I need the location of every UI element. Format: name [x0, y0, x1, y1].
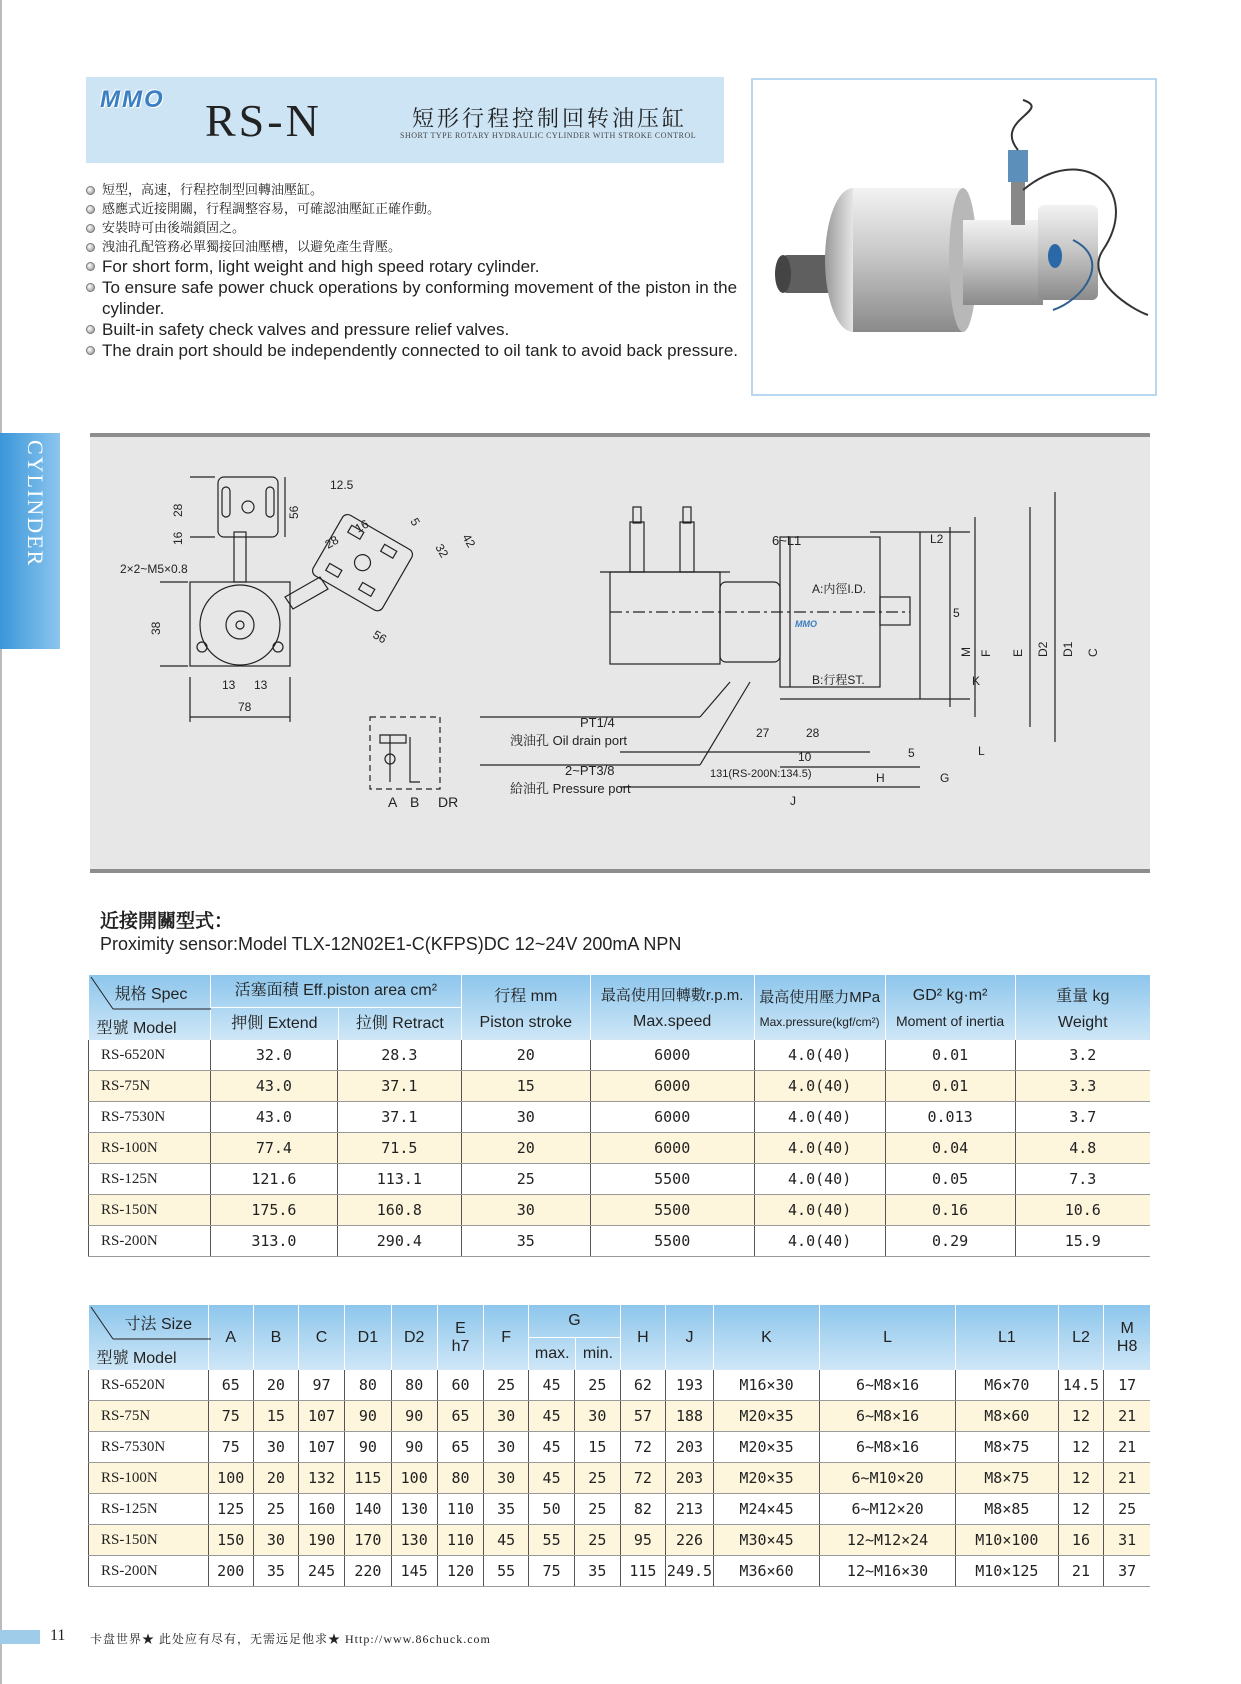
value-cell: 65	[437, 1432, 483, 1463]
value-cell: 21	[1104, 1432, 1150, 1463]
value-cell: 30	[253, 1432, 298, 1463]
value-cell: 6000	[590, 1071, 754, 1102]
value-cell: 30	[484, 1432, 529, 1463]
value-cell: 65	[437, 1401, 483, 1432]
value-cell: 12~M16×30	[820, 1556, 956, 1587]
value-cell: 160	[298, 1494, 344, 1525]
value-cell: 15	[253, 1401, 298, 1432]
value-cell: 4.0(40)	[754, 1040, 885, 1071]
value-cell: 45	[529, 1370, 575, 1401]
value-cell: M24×45	[713, 1494, 819, 1525]
value-cell: 25	[574, 1525, 620, 1556]
value-cell: 220	[345, 1556, 391, 1587]
model-cell: RS-7530N	[89, 1102, 211, 1133]
size-table-header	[89, 1305, 1151, 1370]
label-j: J	[790, 794, 796, 808]
value-cell: 213	[666, 1494, 714, 1525]
header-retract: 拉側 Retract	[355, 1015, 444, 1032]
model-title: RS-N	[205, 95, 322, 146]
value-cell: 45	[529, 1401, 575, 1432]
value-cell: 72	[620, 1432, 665, 1463]
value-cell: 6~M12×20	[820, 1494, 956, 1525]
label-pt14: PT1/4	[580, 715, 615, 730]
dim-12-5: 12.5	[330, 478, 354, 492]
model-cell: RS-6520N	[89, 1370, 209, 1401]
value-cell: 21	[1104, 1463, 1150, 1494]
value-cell: 37.1	[337, 1102, 461, 1133]
value-cell: 249.5	[666, 1556, 714, 1587]
value-cell: 55	[484, 1556, 529, 1587]
value-cell: 12	[1058, 1432, 1104, 1463]
col-k: K	[713, 1305, 819, 1370]
value-cell: 0.01	[885, 1040, 1015, 1071]
value-cell: M16×30	[713, 1370, 819, 1401]
header-gd-cn: GD² kg·m²	[912, 986, 988, 1004]
corner-model: 型號 Model	[96, 1020, 177, 1037]
dim-38: 38	[149, 621, 163, 635]
header-piston-area: 活塞面積 Eff.piston area cm²	[211, 975, 461, 1008]
dim-13b: 13	[254, 678, 268, 692]
dim-131: 131(RS-200N:134.5)	[710, 768, 812, 780]
value-cell: 0.16	[885, 1195, 1015, 1226]
value-cell: 113.1	[337, 1164, 461, 1195]
dim-42: 42	[459, 531, 479, 551]
value-cell: 6000	[590, 1102, 754, 1133]
value-cell: 107	[298, 1401, 344, 1432]
value-cell: 193	[666, 1370, 714, 1401]
model-cell: RS-7530N	[89, 1432, 209, 1463]
col-h: H	[620, 1305, 665, 1370]
value-cell: 60	[437, 1370, 483, 1401]
value-cell: 4.0(40)	[754, 1071, 885, 1102]
value-cell: 4.8	[1015, 1133, 1150, 1164]
value-cell: 132	[298, 1463, 344, 1494]
value-cell: 31	[1104, 1525, 1150, 1556]
label-d1: D1	[1061, 641, 1075, 657]
value-cell: 3.7	[1015, 1102, 1150, 1133]
value-cell: 30	[574, 1401, 620, 1432]
value-cell: 4.0(40)	[754, 1102, 885, 1133]
value-cell: 90	[391, 1401, 437, 1432]
value-cell: M6×70	[956, 1370, 1059, 1401]
product-photo	[751, 78, 1157, 396]
table-row	[89, 1226, 1151, 1257]
header-gd-en: Moment of inertia	[895, 1012, 1005, 1029]
value-cell: 160.8	[337, 1195, 461, 1226]
value-cell: 130	[391, 1525, 437, 1556]
feature-item: The drain port should be independently connected to oil tank to avoid back pressure.	[84, 340, 744, 361]
value-cell: 110	[437, 1494, 483, 1525]
label-id: A:内徑I.D.	[812, 582, 867, 596]
feature-item: To ensure safe power chuck operations by conforming movement of the piston in the cylinder.	[84, 277, 744, 319]
value-cell: 14.5	[1058, 1370, 1104, 1401]
value-cell: M8×85	[956, 1494, 1059, 1525]
value-cell: 313.0	[210, 1226, 337, 1257]
dim-28c: 28	[806, 726, 820, 740]
label-k: K	[972, 674, 981, 688]
header-stroke-en: Piston stroke	[479, 1014, 573, 1031]
col-d1: D1	[345, 1305, 391, 1370]
col-e: E h7	[437, 1305, 483, 1370]
value-cell: 6~M10×20	[820, 1463, 956, 1494]
value-cell: 72	[620, 1463, 665, 1494]
table-row	[89, 1133, 1151, 1164]
table-row	[89, 1401, 1151, 1432]
value-cell: 25	[574, 1494, 620, 1525]
col-l2: L2	[1058, 1305, 1104, 1370]
dim-5b: 5	[908, 746, 915, 760]
value-cell: 290.4	[337, 1226, 461, 1257]
col-f: F	[484, 1305, 529, 1370]
spec-table	[88, 975, 1150, 1257]
value-cell: 30	[253, 1525, 298, 1556]
dim-10: 10	[798, 750, 812, 764]
feature-item: For short form, light weight and high speed rotary cylinder.	[84, 256, 744, 277]
header-speed-en: Max.speed	[633, 1013, 712, 1030]
value-cell: 0.01	[885, 1071, 1015, 1102]
value-cell: 203	[666, 1432, 714, 1463]
value-cell: 30	[461, 1102, 590, 1133]
title-cn: 短形行程控制回转油压缸	[412, 106, 688, 131]
dim-5: 5	[407, 515, 423, 529]
corner-size: 寸法 Size	[124, 1316, 193, 1333]
value-cell: 4.0(40)	[754, 1195, 885, 1226]
table-row	[89, 1164, 1151, 1195]
value-cell: 43.0	[210, 1102, 337, 1133]
page-edge-line	[0, 0, 2, 1684]
col-g: G	[529, 1305, 620, 1338]
sensor-title-en: Proximity sensor:Model TLX-12N02E1-C(KFPS)DC 12~24V 200mA NPN	[100, 934, 682, 954]
dim-32: 32	[432, 541, 452, 561]
value-cell: 30	[484, 1463, 529, 1494]
value-cell: 10.6	[1015, 1195, 1150, 1226]
value-cell: 7.3	[1015, 1164, 1150, 1195]
brand-logo: MMO	[100, 86, 165, 113]
technical-drawing	[90, 433, 1150, 873]
model-cell: RS-150N	[89, 1195, 211, 1226]
value-cell: M20×35	[713, 1401, 819, 1432]
value-cell: 25	[574, 1370, 620, 1401]
value-cell: 140	[345, 1494, 391, 1525]
spec-table-header	[89, 975, 1151, 1040]
feature-list	[84, 180, 744, 361]
size-table	[88, 1305, 1150, 1587]
title-en: SHORT TYPE ROTARY HYDRAULIC CYLINDER WITH STROKE CONTROL	[400, 131, 697, 140]
cylinder-illustration	[753, 80, 1155, 394]
label-g: G	[940, 771, 950, 785]
value-cell: 0.05	[885, 1164, 1015, 1195]
label-f: F	[979, 649, 993, 657]
label-oil-drain: 洩油孔 Oil drain port	[510, 733, 628, 748]
col-j: J	[666, 1305, 714, 1370]
value-cell: 5500	[590, 1226, 754, 1257]
port-a: A	[388, 794, 398, 810]
value-cell: 20	[253, 1370, 298, 1401]
value-cell: M8×75	[956, 1432, 1059, 1463]
value-cell: 43.0	[210, 1071, 337, 1102]
model-cell: RS-100N	[89, 1463, 209, 1494]
value-cell: 12	[1058, 1463, 1104, 1494]
value-cell: M20×35	[713, 1463, 819, 1494]
label-6-l1: 6~L1	[772, 533, 802, 548]
label-l2: L2	[930, 532, 944, 546]
model-cell: RS-200N	[89, 1556, 209, 1587]
label-5a: 5	[953, 606, 960, 620]
value-cell: 115	[620, 1556, 665, 1587]
value-cell: 0.013	[885, 1102, 1015, 1133]
label-c: C	[1086, 648, 1100, 657]
thread-m5: 2×2~M5×0.8	[120, 562, 188, 576]
value-cell: 6000	[590, 1133, 754, 1164]
model-cell: RS-75N	[89, 1071, 211, 1102]
col-l1: L1	[956, 1305, 1059, 1370]
feature-item: 洩油孔配管務必單獨接回油壓槽，以避免產生背壓。	[84, 237, 744, 256]
value-cell: M20×35	[713, 1432, 819, 1463]
value-cell: 15.9	[1015, 1226, 1150, 1257]
value-cell: 25	[1104, 1494, 1150, 1525]
value-cell: 16	[1058, 1525, 1104, 1556]
value-cell: 120	[437, 1556, 483, 1587]
value-cell: 35	[574, 1556, 620, 1587]
header-weight-en: Weight	[1058, 1014, 1108, 1031]
feature-item: Built-in safety check valves and pressure relief valves.	[84, 319, 744, 340]
value-cell: 21	[1058, 1556, 1104, 1587]
value-cell: 15	[574, 1432, 620, 1463]
feature-item: 短型，高速，行程控制型回轉油壓缸。	[84, 180, 744, 199]
value-cell: 25	[484, 1370, 529, 1401]
footer-text: 卡盘世界★ 此处应有尽有，无需远足他求★ Http://www.86chuck.com	[90, 1632, 491, 1646]
value-cell: 25	[461, 1164, 590, 1195]
size-table-body	[89, 1370, 1151, 1587]
dim-16: 16	[171, 531, 185, 545]
col-d2: D2	[391, 1305, 437, 1370]
value-cell: 35	[253, 1556, 298, 1587]
col-g-max: max.	[529, 1338, 576, 1370]
value-cell: 90	[391, 1432, 437, 1463]
port-b: B	[410, 794, 420, 810]
table-row	[89, 1463, 1151, 1494]
value-cell: 6000	[590, 1040, 754, 1071]
table-row	[89, 1195, 1151, 1226]
value-cell: 188	[666, 1401, 714, 1432]
label-stroke: B:行程ST.	[812, 673, 865, 687]
value-cell: 71.5	[337, 1133, 461, 1164]
value-cell: 45	[529, 1463, 575, 1494]
footer-bar	[0, 1630, 40, 1644]
sensor-title-cn: 近接開關型式：	[100, 911, 234, 932]
value-cell: 175.6	[210, 1195, 337, 1226]
model-cell: RS-125N	[89, 1494, 209, 1525]
value-cell: 12	[1058, 1401, 1104, 1432]
table-row	[89, 1494, 1151, 1525]
spec-table-body	[89, 1040, 1151, 1257]
table-row	[89, 1556, 1151, 1587]
value-cell: 75	[208, 1401, 253, 1432]
model-cell: RS-125N	[89, 1164, 211, 1195]
value-cell: 35	[461, 1226, 590, 1257]
model-cell: RS-6520N	[89, 1040, 211, 1071]
value-cell: 4.0(40)	[754, 1226, 885, 1257]
header-weight-cn: 重量 kg	[1056, 988, 1110, 1005]
value-cell: 20	[461, 1133, 590, 1164]
value-cell: 25	[574, 1463, 620, 1494]
value-cell: M8×75	[956, 1463, 1059, 1494]
value-cell: 30	[461, 1195, 590, 1226]
table-row	[89, 1102, 1151, 1133]
value-cell: 0.29	[885, 1226, 1015, 1257]
model-cell: RS-100N	[89, 1133, 211, 1164]
header-pressure-en: Max.pressure(kgf/cm²)	[759, 1015, 880, 1029]
value-cell: 107	[298, 1432, 344, 1463]
label-l: L	[978, 744, 985, 758]
value-cell: 17	[1104, 1370, 1150, 1401]
value-cell: 75	[529, 1556, 575, 1587]
value-cell: 45	[529, 1432, 575, 1463]
value-cell: 57	[620, 1401, 665, 1432]
value-cell: 90	[345, 1432, 391, 1463]
value-cell: 35	[484, 1494, 529, 1525]
header-extend: 押側 Extend	[211, 1008, 339, 1040]
label-pt38: 2~PT3/8	[565, 763, 615, 778]
value-cell: 80	[345, 1370, 391, 1401]
drawing-logo: MMO	[795, 619, 817, 629]
label-d2: D2	[1036, 641, 1050, 657]
col-m: M H8	[1104, 1305, 1150, 1370]
value-cell: 50	[529, 1494, 575, 1525]
value-cell: M8×60	[956, 1401, 1059, 1432]
table-row	[89, 1370, 1151, 1401]
col-g-min: min.	[582, 1345, 614, 1362]
value-cell: 6~M8×16	[820, 1401, 956, 1432]
value-cell: 121.6	[210, 1164, 337, 1195]
label-pressure-port: 給油孔 Pressure port	[510, 781, 631, 796]
value-cell: 5500	[590, 1195, 754, 1226]
value-cell: 75	[208, 1432, 253, 1463]
value-cell: 62	[620, 1370, 665, 1401]
value-cell: 15	[461, 1071, 590, 1102]
value-cell: 30	[484, 1401, 529, 1432]
value-cell: 203	[666, 1463, 714, 1494]
value-cell: 12~M12×24	[820, 1525, 956, 1556]
side-tab-label: CYLINDER	[23, 440, 48, 568]
header-speed-cn: 最高使用回轉數r.p.m.	[600, 987, 744, 1004]
value-cell: 100	[391, 1463, 437, 1494]
model-cell: RS-150N	[89, 1525, 209, 1556]
value-cell: 28.3	[337, 1040, 461, 1071]
value-cell: 55	[529, 1525, 575, 1556]
dim-13a: 13	[222, 678, 236, 692]
value-cell: M10×125	[956, 1556, 1059, 1587]
value-cell: 90	[345, 1401, 391, 1432]
value-cell: 82	[620, 1494, 665, 1525]
value-cell: 37	[1104, 1556, 1150, 1587]
dim-78: 78	[238, 700, 252, 714]
value-cell: 110	[437, 1525, 483, 1556]
value-cell: 3.3	[1015, 1071, 1150, 1102]
model-cell: RS-75N	[89, 1401, 209, 1432]
dim-27: 27	[756, 726, 770, 740]
dim-28b: 28	[322, 532, 342, 552]
value-cell: 25	[253, 1494, 298, 1525]
dim-16b: 16	[352, 516, 372, 536]
table-row	[89, 1432, 1151, 1463]
value-cell: 150	[208, 1525, 253, 1556]
drawing-canvas	[90, 437, 1150, 861]
value-cell: M10×100	[956, 1525, 1059, 1556]
value-cell: 12	[1058, 1494, 1104, 1525]
value-cell: M36×60	[713, 1556, 819, 1587]
header-pressure-cn: 最高使用壓力MPa	[759, 989, 881, 1006]
value-cell: 21	[1104, 1401, 1150, 1432]
value-cell: 125	[208, 1494, 253, 1525]
value-cell: 77.4	[210, 1133, 337, 1164]
value-cell: 32.0	[210, 1040, 337, 1071]
page-number: 11	[50, 1627, 66, 1644]
table-row	[89, 1525, 1151, 1556]
spec-corner-cell	[89, 975, 211, 1040]
value-cell: 37.1	[337, 1071, 461, 1102]
value-cell: 100	[208, 1463, 253, 1494]
value-cell: 200	[208, 1556, 253, 1587]
label-e: E	[1011, 648, 1025, 657]
corner-model: 型號 Model	[96, 1350, 177, 1367]
value-cell: 4.0(40)	[754, 1164, 885, 1195]
value-cell: 0.04	[885, 1133, 1015, 1164]
value-cell: 145	[391, 1556, 437, 1587]
port-dr: DR	[438, 794, 459, 810]
value-cell: 5500	[590, 1164, 754, 1195]
value-cell: 6~M8×16	[820, 1432, 956, 1463]
label-h: H	[876, 771, 885, 785]
feature-item: 感應式近接開關，行程調整容易，可確認油壓缸正確作動。	[84, 199, 744, 218]
table-row	[89, 1071, 1151, 1102]
value-cell: 130	[391, 1494, 437, 1525]
value-cell: 80	[437, 1463, 483, 1494]
value-cell: 245	[298, 1556, 344, 1587]
value-cell: 6~M8×16	[820, 1370, 956, 1401]
col-l: L	[820, 1305, 956, 1370]
value-cell: 170	[345, 1525, 391, 1556]
value-cell: 115	[345, 1463, 391, 1494]
dim-28: 28	[171, 503, 185, 517]
value-cell: 226	[666, 1525, 714, 1556]
table-row	[89, 1040, 1151, 1071]
corner-spec: 規格 Spec	[114, 986, 188, 1003]
dim-56b: 56	[370, 627, 390, 647]
feature-item: 安裝時可由後端鎖固之。	[84, 218, 744, 237]
value-cell: 3.2	[1015, 1040, 1150, 1071]
value-cell: 20	[461, 1040, 590, 1071]
label-m: M	[959, 647, 973, 657]
value-cell: 95	[620, 1525, 665, 1556]
value-cell: 80	[391, 1370, 437, 1401]
col-a: A	[208, 1305, 253, 1370]
size-corner-cell	[89, 1305, 209, 1370]
dim-56: 56	[287, 505, 301, 519]
value-cell: 20	[253, 1463, 298, 1494]
value-cell: 4.0(40)	[754, 1133, 885, 1164]
value-cell: 97	[298, 1370, 344, 1401]
col-b: B	[253, 1305, 298, 1370]
model-cell: RS-200N	[89, 1226, 211, 1257]
value-cell: M30×45	[713, 1525, 819, 1556]
value-cell: 65	[208, 1370, 253, 1401]
value-cell: 190	[298, 1525, 344, 1556]
value-cell: 45	[484, 1525, 529, 1556]
header-stroke-cn: 行程 mm	[494, 988, 558, 1005]
col-c: C	[298, 1305, 344, 1370]
